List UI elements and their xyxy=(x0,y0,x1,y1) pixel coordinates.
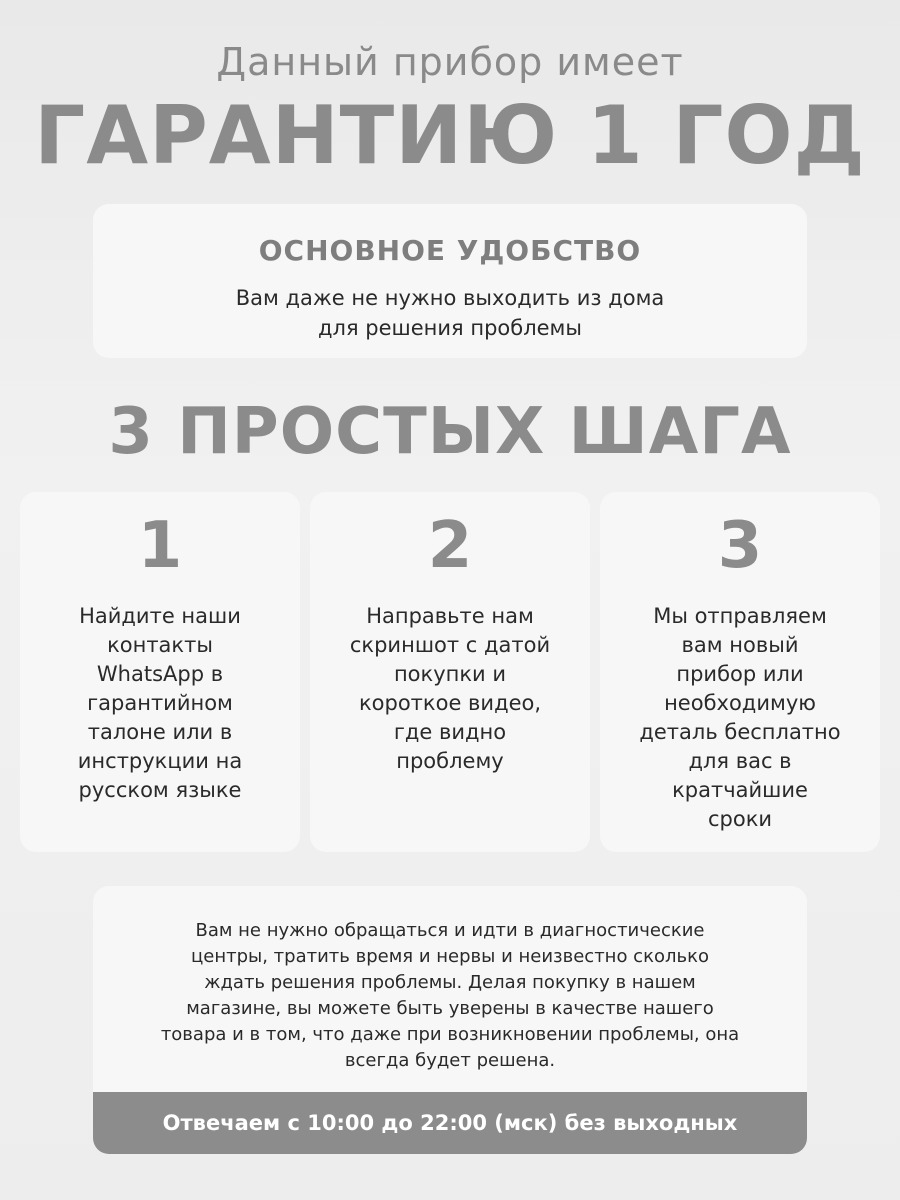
step-number: 2 xyxy=(427,509,473,583)
step-card-1 xyxy=(20,492,300,852)
step-number: 1 xyxy=(137,509,183,583)
convenience-text xyxy=(93,283,807,343)
step-card-3 xyxy=(600,492,880,852)
convenience-text-line: Вам даже не нужно выходить из дома xyxy=(235,286,665,310)
convenience-text-line: для решения проблемы xyxy=(318,316,582,340)
convenience-title: ОСНОВНОЕ УДОБСТВО xyxy=(258,234,642,267)
step-description: Направьте нам скриншот с датой покупки и короткое видео, где видно проблему xyxy=(349,604,551,773)
info-text: Вам не нужно обращаться и идти в диагностические центры, тратить время и нервы и неизвестно сколько ждать решения проблемы. Делая покупку в нашем магазине, вы можете быть уверены в качестве нашего товара и в том, что даже при возникновении проблемы, она всегда будет решена. xyxy=(160,920,740,1071)
steps-title: 3 ПРОСТЫХ ШАГА xyxy=(108,395,792,469)
info-card xyxy=(93,886,807,1154)
convenience-card xyxy=(93,204,807,358)
working-hours-bar: Отвечаем с 10:00 до 22:00 (мск) без выходных xyxy=(93,1092,807,1154)
step-description: Найдите наши контакты WhatsApp в гарантийном талоне или в инструкции на русском языке xyxy=(77,604,243,802)
intro-text: Данный прибор имеет xyxy=(216,40,684,84)
step-description: Мы отправляем вам новый прибор или необходимую деталь бесплатно для вас в кратчайшие сроки xyxy=(639,604,841,831)
step-number: 3 xyxy=(717,509,763,583)
step-card-2 xyxy=(310,492,590,852)
warranty-headline: ГАРАНТИЮ 1 ГОД xyxy=(34,89,866,182)
